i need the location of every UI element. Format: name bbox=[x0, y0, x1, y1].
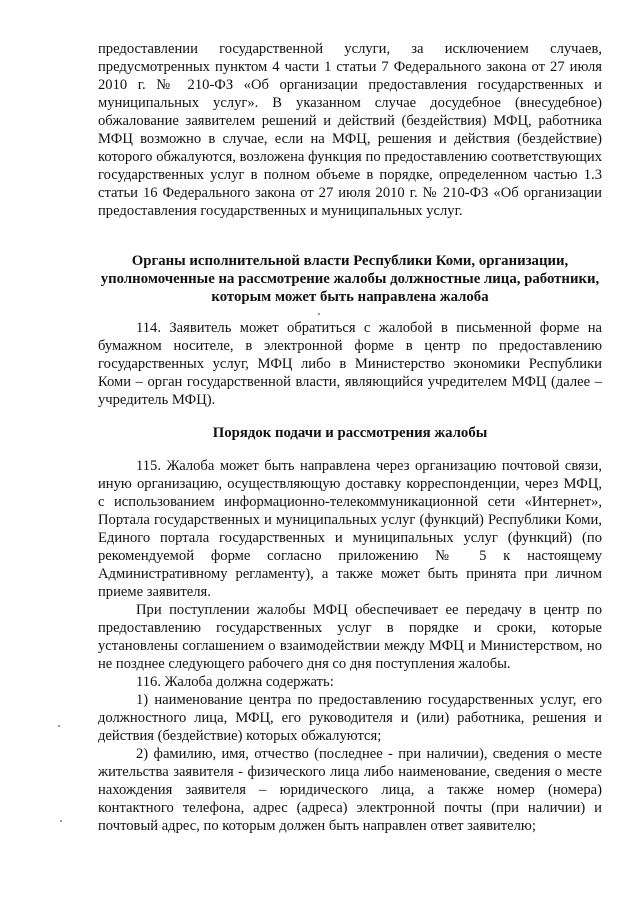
heading-block-procedure bbox=[98, 424, 602, 442]
paragraph-116: 116. Жалоба должна содержать: bbox=[136, 674, 334, 690]
paragraph-continuation: предоставлении государственной услуги, за исключением случаев, предусмотренных пунктом 4 части 1 статьи 7 Федерального закона от 27 июля 2010 г. № 210-ФЗ «Об организации предоставления государственных и муниципальных услуг». В указанном случае досудебное (внесудебное) обжалование заявителем решений и действий (бездействия) МФЦ, работника МФЦ возможно в случае, если на МФЦ, решения и действия (бездействие) которого обжалуются, возложена функция по предоставлению соответствующих государственных услуг в полном объеме в порядке, определенном частью 1.3 статьи 16 Федерального закона от 27 июля 2010 г. № 210-ФЗ «Об организации предоставления государственных и муниципальных услуг. bbox=[98, 41, 602, 219]
paragraph-114: 114. Заявитель может обратиться с жалобой в письменной форме на бумажном носителе, в электронной форме в центр по предоставлению государственных услуг, МФЦ либо в Министерство экономики Республики Коми – орган государственной власти, являющийся учредителем МФЦ (далее – учредитель МФЦ). bbox=[98, 320, 602, 408]
section-heading-organs: Органы исполнительной власти Республики Коми, организации, уполномоченные на рассмотрение жалобы должностные лица, работники, которым может быть направлена жалоба bbox=[100, 253, 600, 305]
scan-speck bbox=[58, 725, 60, 727]
document-body-115-116 bbox=[98, 457, 602, 835]
list-item-1: 1) наименование центра по предоставлению государственных услуг, его должностного лица, МФЦ, его руководителя и (или) работника, решения и действия (бездействие) которых обжалуются; bbox=[98, 692, 602, 744]
scan-speck bbox=[60, 820, 62, 822]
document-body-top bbox=[98, 40, 602, 220]
document-body-114 bbox=[98, 319, 602, 409]
section-heading-procedure: Порядок подачи и рассмотрения жалобы bbox=[212, 425, 488, 441]
paragraph-mfc-transfer: При поступлении жалобы МФЦ обеспечивает ее передачу в центр по предоставлению государственных услуг в порядке и сроки, которые установлены соглашением о взаимодействии между МФЦ и Министерством, но не позднее следующего рабочего дня со дня поступления жалобы. bbox=[98, 602, 602, 672]
list-item-2: 2) фамилию, имя, отчество (последнее - при наличии), сведения о месте жительства заявителя - физического лица либо наименование, сведения о месте нахождения заявителя – юридического лица, а также номер (номера) контактного телефона, адрес (адреса) электронной почты (при наличии) и почтовый адрес, по которым должен быть направлен ответ заявителю; bbox=[98, 746, 602, 834]
scan-speck bbox=[318, 313, 320, 315]
paragraph-115: 115. Жалоба может быть направлена через организацию почтовой связи, иную организацию, осуществляющую доставку корреспонденции, через МФЦ, с использованием информационно-телекоммуникационной сети «Интернет», Портала государственных и муниципальных услуг (функций) Республики Коми, Единого портала государственных и муниципальных услуг (функций) (по рекомендуемой форме согласно приложению № 5 к настоящему Административному регламенту), а также может быть принята при личном приеме заявителя. bbox=[98, 458, 602, 600]
heading-block-organs bbox=[98, 252, 602, 306]
